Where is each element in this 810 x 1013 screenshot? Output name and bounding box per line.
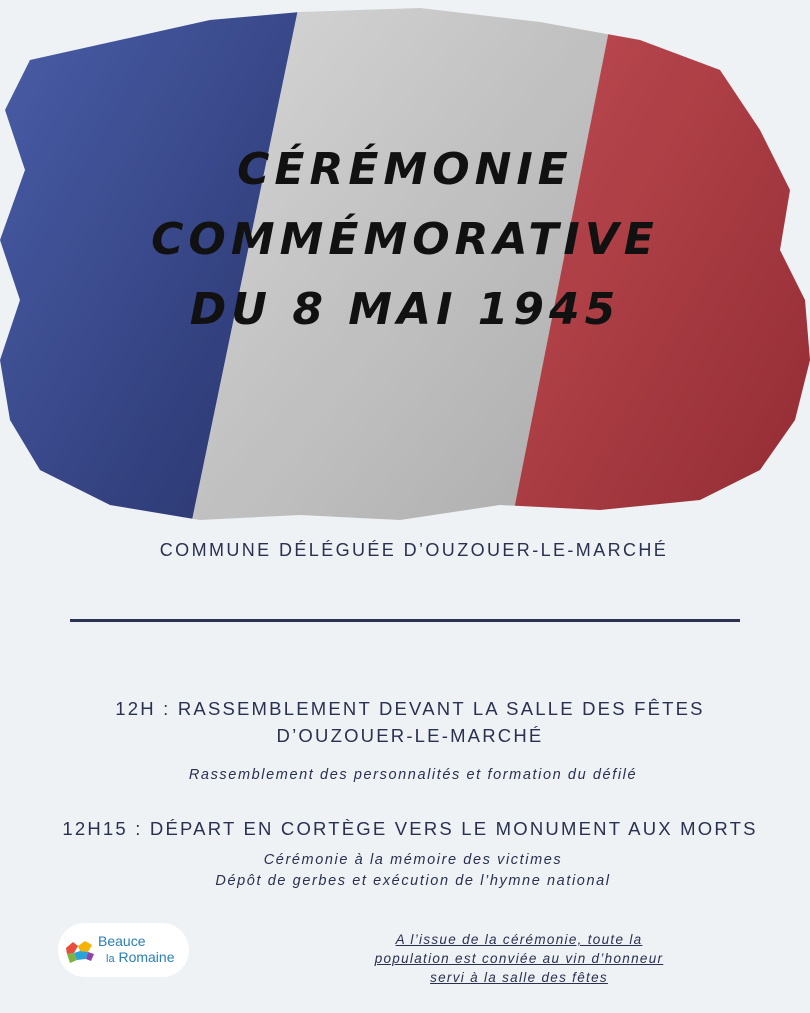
logo-line-1: Beauce (98, 933, 146, 949)
event-1-desc-line-1: Rassemblement des personnalités et formation du défilé (188, 767, 638, 783)
title-line-3: DU 8 MAI 1945 (189, 284, 621, 335)
title-line-2: COMMÉMORATIVE (151, 214, 659, 265)
divider (70, 619, 740, 622)
event-2-title-line-1: 12H15 : DÉPART EN CORTÈGE VERS LE MONUMENT AUX MORTS (62, 818, 758, 839)
event-1-description (0, 765, 810, 786)
event-2-description (0, 850, 810, 892)
note-line-1: A l’issue de la cérémonie, toute la (395, 932, 643, 947)
logo-line-2 (98, 949, 174, 967)
event-2-title (0, 815, 810, 842)
closing-note (350, 930, 688, 987)
event-2-desc-line-1: Cérémonie à la mémoire des victimes (263, 852, 563, 868)
event-1-title (0, 695, 810, 749)
title-line-1: CÉRÉMONIE (237, 144, 573, 195)
map-pieces-icon (64, 934, 96, 966)
event-1-title-line-2: D’OUZOUER-LE-MARCHÉ (276, 725, 544, 746)
logo-line-2-small: la (106, 953, 115, 965)
logo-line-2-main: Romaine (118, 949, 175, 965)
note-line-3: servi à la salle des fêtes (430, 970, 608, 985)
page-title (0, 135, 810, 345)
logo-text (98, 933, 174, 967)
event-1-title-line-1: 12H : RASSEMBLEMENT DEVANT LA SALLE DES FÊTES (115, 698, 705, 719)
beauce-la-romaine-logo (58, 923, 189, 977)
commune-subtitle: COMMUNE DÉLÉGUÉE D’OUZOUER-LE-MARCHÉ (159, 540, 669, 560)
note-line-2: population est conviée au vin d’honneur (374, 951, 664, 966)
event-2-desc-line-2: Dépôt de gerbes et exécution de l’hymne national (215, 873, 611, 889)
